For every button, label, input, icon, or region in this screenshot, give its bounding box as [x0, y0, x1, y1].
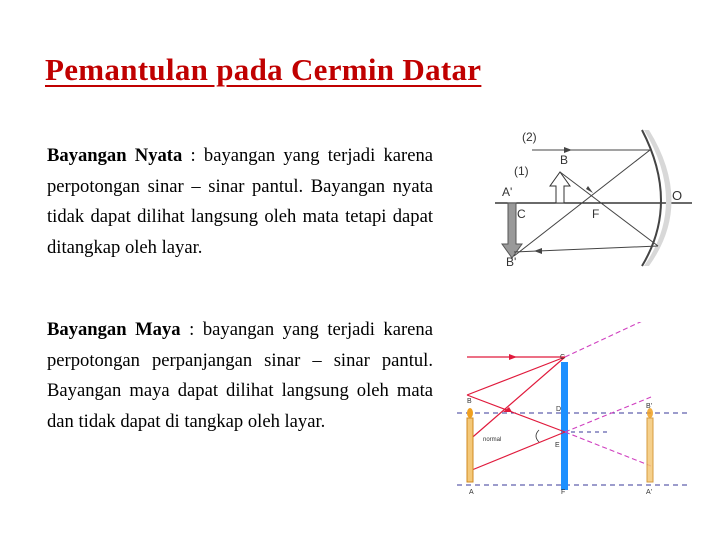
object-candle — [467, 418, 473, 482]
slide-title: Pemantulan pada Cermin Datar — [45, 52, 482, 87]
virtual-image-term: Bayangan Maya — [47, 319, 181, 340]
point-o-label: O — [672, 188, 683, 203]
ray-1-label: (1) — [514, 164, 529, 178]
point-e-label: E — [555, 442, 560, 449]
point-a-prime-label: A' — [646, 489, 653, 496]
real-image-definition: : bayangan yang terjadi karena perpotongan sinar – sinar pantul. Bayangan nyata tidak dapat dilihat langsung oleh mata tetapi dapat ditangkap oleh layar. — [47, 145, 433, 258]
object-flame — [467, 408, 473, 418]
point-b-label: B — [560, 153, 569, 167]
point-a-prime-label: A' — [502, 185, 513, 199]
point-c-label: C — [560, 354, 566, 361]
plane-mirror-diagram — [457, 322, 691, 498]
virtual-image-paragraph — [47, 315, 433, 437]
point-f-label: F — [561, 489, 566, 496]
point-a-label: A — [469, 489, 474, 496]
point-d-label: D — [556, 406, 562, 413]
plane-mirror — [561, 362, 568, 490]
point-b-label: B — [467, 398, 472, 405]
point-b-prime-label: B' — [646, 403, 653, 410]
ray-2-label: (2) — [522, 130, 537, 144]
real-image-paragraph — [47, 141, 433, 263]
concave-mirror-diagram — [470, 128, 698, 268]
real-image-term: Bayangan Nyata — [47, 145, 183, 166]
point-c-label: C — [517, 207, 526, 221]
virtual-image-definition: : bayangan yang terjadi karena perpotongan perpanjangan sinar – sinar pantul. Bayangan maya dapat dilihat langsung oleh mata dan tidak dapat di tangkap oleh layar. — [47, 319, 433, 432]
normal-label: normal — [483, 437, 502, 443]
point-b-prime-label: B' — [506, 255, 517, 268]
point-f-label: F — [592, 207, 600, 221]
image-candle — [647, 418, 653, 482]
object-arrow — [550, 172, 570, 203]
